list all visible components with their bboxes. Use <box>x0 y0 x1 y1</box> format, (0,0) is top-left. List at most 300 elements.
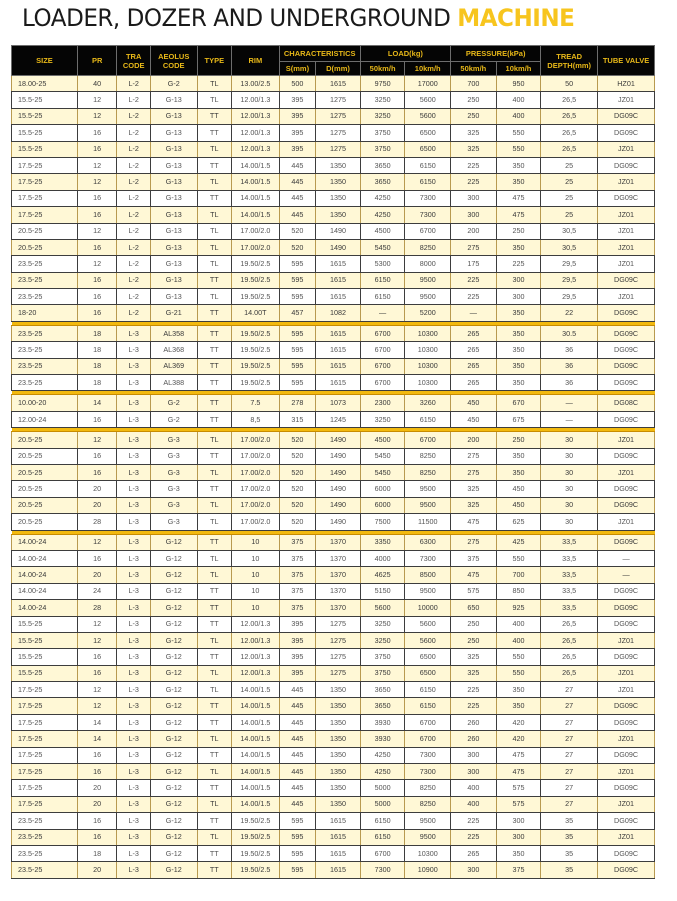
header-characteristics: CHARACTERISTICS <box>279 46 360 62</box>
cell-d-mm: 1350 <box>316 714 361 730</box>
cell-s-mm: 520 <box>279 514 316 530</box>
cell-aeolus-code: G-12 <box>150 583 197 599</box>
cell-pressure-10: 925 <box>496 600 541 616</box>
table-row <box>12 534 655 550</box>
cell-size: 17.5-25 <box>12 747 78 763</box>
cell-pressure-10: 250 <box>496 223 541 239</box>
cell-tra-code: L-2 <box>117 157 150 173</box>
cell-tread-depth: 26,5 <box>541 125 598 141</box>
cell-s-mm: 595 <box>279 342 316 358</box>
cell-tra-code: L-3 <box>117 616 150 632</box>
cell-size: 17.5-25 <box>12 731 78 747</box>
cell-size: 17.5-25 <box>12 698 78 714</box>
cell-load-10: 10000 <box>405 600 451 616</box>
cell-type: TL <box>197 76 231 92</box>
cell-tread-depth: 29,5 <box>541 256 598 272</box>
cell-d-mm: 1490 <box>316 497 361 513</box>
cell-pr: 24 <box>77 583 117 599</box>
table-row <box>12 342 655 358</box>
cell-rim: 7.5 <box>232 395 280 411</box>
table-row <box>12 92 655 108</box>
cell-pr: 12 <box>77 223 117 239</box>
cell-pressure-10: 575 <box>496 780 541 796</box>
cell-d-mm: 1082 <box>316 305 361 321</box>
cell-tube-valve: DG09C <box>598 780 655 796</box>
cell-type: TT <box>197 448 231 464</box>
cell-load-50: 4000 <box>360 550 405 566</box>
cell-tube-valve: JZ01 <box>598 239 655 255</box>
cell-type: TL <box>197 514 231 530</box>
cell-tread-depth: 35 <box>541 829 598 845</box>
cell-s-mm: 445 <box>279 207 316 223</box>
cell-size: 17.5-25 <box>12 190 78 206</box>
header-pr: PR <box>77 46 117 76</box>
cell-pressure-50: 300 <box>451 207 497 223</box>
cell-rim: 19.50/2.5 <box>232 845 280 861</box>
cell-rim: 12.00/1.3 <box>232 141 280 157</box>
cell-aeolus-code: AL368 <box>150 342 197 358</box>
cell-tube-valve: — <box>598 567 655 583</box>
cell-rim: 14.00/1.5 <box>232 747 280 763</box>
cell-pressure-50: 225 <box>451 174 497 190</box>
cell-tread-depth: 30.5 <box>541 325 598 341</box>
table-row <box>12 497 655 513</box>
cell-type: TT <box>197 325 231 341</box>
cell-tube-valve: JZ01 <box>598 731 655 747</box>
cell-rim: 14.00/1.5 <box>232 796 280 812</box>
cell-load-50: 3350 <box>360 534 405 550</box>
cell-type: TL <box>197 497 231 513</box>
cell-d-mm: 1615 <box>316 358 361 374</box>
cell-d-mm: 1615 <box>316 845 361 861</box>
cell-s-mm: 395 <box>279 108 316 124</box>
cell-s-mm: 520 <box>279 239 316 255</box>
cell-tra-code: L-2 <box>117 272 150 288</box>
cell-pressure-10: 350 <box>496 698 541 714</box>
cell-pressure-50: 225 <box>451 682 497 698</box>
cell-d-mm: 1615 <box>316 256 361 272</box>
cell-rim: 13.00/2.5 <box>232 76 280 92</box>
cell-pressure-10: 350 <box>496 174 541 190</box>
cell-s-mm: 595 <box>279 272 316 288</box>
cell-size: 15.5-25 <box>12 632 78 648</box>
cell-load-10: 6500 <box>405 665 451 681</box>
cell-load-50: 7300 <box>360 862 405 878</box>
cell-pressure-50: 300 <box>451 862 497 878</box>
table-row <box>12 432 655 448</box>
cell-load-50: 3930 <box>360 714 405 730</box>
cell-tube-valve: JZ01 <box>598 514 655 530</box>
cell-pr: 16 <box>77 829 117 845</box>
cell-aeolus-code: G-12 <box>150 649 197 665</box>
cell-load-10: 11500 <box>405 514 451 530</box>
cell-tra-code: L-2 <box>117 207 150 223</box>
cell-aeolus-code: G-2 <box>150 395 197 411</box>
cell-aeolus-code: G-12 <box>150 764 197 780</box>
cell-tra-code: L-3 <box>117 632 150 648</box>
cell-type: TL <box>197 174 231 190</box>
cell-rim: 19.50/2.5 <box>232 375 280 391</box>
cell-load-50: 3250 <box>360 632 405 648</box>
cell-pressure-50: 250 <box>451 616 497 632</box>
table-row <box>12 829 655 845</box>
cell-pressure-50: 265 <box>451 375 497 391</box>
cell-load-50: 9750 <box>360 76 405 92</box>
cell-d-mm: 1350 <box>316 174 361 190</box>
cell-type: TT <box>197 157 231 173</box>
cell-tread-depth: 33,5 <box>541 583 598 599</box>
cell-tread-depth: 36 <box>541 342 598 358</box>
cell-tube-valve: DG09C <box>598 342 655 358</box>
cell-type: TT <box>197 616 231 632</box>
cell-load-10: 8000 <box>405 256 451 272</box>
cell-load-10: 10300 <box>405 342 451 358</box>
header-tra-code: TRA CODE <box>117 46 150 76</box>
cell-pressure-10: 300 <box>496 289 541 305</box>
cell-pr: 18 <box>77 845 117 861</box>
cell-pressure-50: 300 <box>451 764 497 780</box>
cell-pressure-50: 225 <box>451 829 497 845</box>
table-row <box>12 411 655 427</box>
cell-size: 17.5-25 <box>12 157 78 173</box>
cell-s-mm: 375 <box>279 550 316 566</box>
cell-size: 23.5-25 <box>12 862 78 878</box>
cell-tube-valve: DG09C <box>598 411 655 427</box>
cell-load-50: 3750 <box>360 141 405 157</box>
cell-tube-valve: DG09C <box>598 157 655 173</box>
cell-type: TL <box>197 550 231 566</box>
cell-type: TT <box>197 698 231 714</box>
cell-s-mm: 595 <box>279 862 316 878</box>
cell-d-mm: 1615 <box>316 829 361 845</box>
cell-s-mm: 395 <box>279 665 316 681</box>
cell-d-mm: 1370 <box>316 583 361 599</box>
cell-aeolus-code: G-13 <box>150 272 197 288</box>
cell-pressure-10: 300 <box>496 272 541 288</box>
cell-aeolus-code: G-13 <box>150 92 197 108</box>
cell-size: 15.5-25 <box>12 616 78 632</box>
cell-tube-valve: DG09C <box>598 714 655 730</box>
cell-d-mm: 1350 <box>316 157 361 173</box>
cell-size: 20.5-25 <box>12 448 78 464</box>
cell-size: 15.5-25 <box>12 649 78 665</box>
cell-load-10: 5600 <box>405 632 451 648</box>
cell-load-10: 9500 <box>405 497 451 513</box>
header-pressure-10: 10km/h <box>496 62 541 76</box>
header-s-mm: S(mm) <box>279 62 316 76</box>
cell-tube-valve: JZ01 <box>598 464 655 480</box>
cell-aeolus-code: G-13 <box>150 125 197 141</box>
tire-spec-table <box>11 45 655 879</box>
cell-pressure-50: 250 <box>451 108 497 124</box>
cell-s-mm: 375 <box>279 600 316 616</box>
cell-tra-code: L-3 <box>117 698 150 714</box>
cell-load-10: 8250 <box>405 448 451 464</box>
cell-load-50: 5450 <box>360 239 405 255</box>
cell-tra-code: L-3 <box>117 411 150 427</box>
cell-size: 20.5-25 <box>12 239 78 255</box>
cell-aeolus-code: G-13 <box>150 256 197 272</box>
cell-size: 20.5-25 <box>12 464 78 480</box>
cell-pr: 28 <box>77 514 117 530</box>
cell-pr: 16 <box>77 649 117 665</box>
cell-aeolus-code: G-12 <box>150 665 197 681</box>
cell-tra-code: L-3 <box>117 583 150 599</box>
cell-pressure-50: 300 <box>451 747 497 763</box>
cell-d-mm: 1615 <box>316 76 361 92</box>
cell-type: TT <box>197 125 231 141</box>
cell-aeolus-code: AL388 <box>150 375 197 391</box>
cell-d-mm: 1350 <box>316 682 361 698</box>
cell-tra-code: L-3 <box>117 534 150 550</box>
cell-load-50: 6000 <box>360 481 405 497</box>
cell-pressure-10: 400 <box>496 616 541 632</box>
cell-type: TL <box>197 92 231 108</box>
cell-s-mm: 395 <box>279 649 316 665</box>
cell-d-mm: 1490 <box>316 481 361 497</box>
cell-pressure-50: 265 <box>451 342 497 358</box>
cell-aeolus-code: G-13 <box>150 190 197 206</box>
cell-aeolus-code: G-2 <box>150 76 197 92</box>
cell-size: 18-20 <box>12 305 78 321</box>
cell-s-mm: 395 <box>279 92 316 108</box>
cell-tube-valve: DG09C <box>598 649 655 665</box>
cell-pressure-50: 325 <box>451 497 497 513</box>
cell-load-50: 7500 <box>360 514 405 530</box>
cell-s-mm: 375 <box>279 567 316 583</box>
cell-d-mm: 1275 <box>316 649 361 665</box>
cell-tra-code: L-3 <box>117 514 150 530</box>
cell-pressure-10: 350 <box>496 157 541 173</box>
cell-load-10: 3260 <box>405 395 451 411</box>
table-row <box>12 395 655 411</box>
cell-rim: 17.00/2.0 <box>232 239 280 255</box>
table-row <box>12 845 655 861</box>
cell-s-mm: 375 <box>279 583 316 599</box>
cell-d-mm: 1615 <box>316 862 361 878</box>
cell-d-mm: 1615 <box>316 325 361 341</box>
cell-load-50: 6700 <box>360 375 405 391</box>
cell-pressure-10: 475 <box>496 764 541 780</box>
cell-type: TT <box>197 534 231 550</box>
cell-s-mm: 520 <box>279 448 316 464</box>
cell-pressure-50: 265 <box>451 325 497 341</box>
cell-pressure-10: 450 <box>496 481 541 497</box>
cell-load-50: 3930 <box>360 731 405 747</box>
cell-rim: 19.50/2.5 <box>232 862 280 878</box>
cell-tra-code: L-3 <box>117 714 150 730</box>
header-rim: RIM <box>232 46 280 76</box>
cell-d-mm: 1615 <box>316 289 361 305</box>
cell-tra-code: L-3 <box>117 550 150 566</box>
cell-tube-valve: DG09C <box>598 125 655 141</box>
cell-pressure-10: 350 <box>496 448 541 464</box>
cell-pr: 12 <box>77 682 117 698</box>
cell-pressure-10: 350 <box>496 305 541 321</box>
cell-aeolus-code: G-12 <box>150 747 197 763</box>
cell-load-50: 5000 <box>360 780 405 796</box>
cell-tube-valve: DG09C <box>598 583 655 599</box>
cell-rim: 19.50/2.5 <box>232 289 280 305</box>
cell-rim: 19.50/2.5 <box>232 829 280 845</box>
cell-pr: 16 <box>77 665 117 681</box>
cell-rim: 17.00/2.0 <box>232 481 280 497</box>
cell-tube-valve: DG09C <box>598 616 655 632</box>
cell-tra-code: L-3 <box>117 862 150 878</box>
cell-pressure-10: 550 <box>496 141 541 157</box>
cell-s-mm: 595 <box>279 358 316 374</box>
cell-size: 20.5-25 <box>12 497 78 513</box>
cell-rim: 10 <box>232 583 280 599</box>
cell-type: TL <box>197 223 231 239</box>
cell-load-10: 6500 <box>405 125 451 141</box>
cell-load-10: 5600 <box>405 92 451 108</box>
header-load-50: 50km/h <box>360 62 405 76</box>
cell-size: 18.00-25 <box>12 76 78 92</box>
cell-pr: 14 <box>77 731 117 747</box>
cell-pressure-50: 200 <box>451 223 497 239</box>
cell-tread-depth: 30 <box>541 514 598 530</box>
page-title <box>22 4 574 32</box>
cell-tra-code: L-3 <box>117 780 150 796</box>
cell-aeolus-code: G-12 <box>150 698 197 714</box>
cell-type: TL <box>197 464 231 480</box>
cell-rim: 12.00/1.3 <box>232 649 280 665</box>
cell-pr: 16 <box>77 125 117 141</box>
cell-d-mm: 1490 <box>316 223 361 239</box>
cell-type: TL <box>197 256 231 272</box>
cell-rim: 14.00/1.5 <box>232 157 280 173</box>
cell-tube-valve: JZ01 <box>598 174 655 190</box>
cell-pressure-50: 325 <box>451 665 497 681</box>
title-highlight: MACHINE <box>457 4 575 32</box>
cell-type: TL <box>197 829 231 845</box>
cell-pressure-50: 400 <box>451 796 497 812</box>
cell-aeolus-code: G-13 <box>150 108 197 124</box>
cell-pressure-50: 175 <box>451 256 497 272</box>
cell-size: 14.00-24 <box>12 534 78 550</box>
cell-aeolus-code: G-2 <box>150 411 197 427</box>
cell-pressure-10: 550 <box>496 649 541 665</box>
cell-tube-valve: JZ01 <box>598 256 655 272</box>
cell-load-50: 6700 <box>360 358 405 374</box>
cell-pressure-50: 275 <box>451 448 497 464</box>
cell-aeolus-code: G-13 <box>150 141 197 157</box>
cell-tube-valve: DG09C <box>598 108 655 124</box>
cell-pressure-10: 400 <box>496 632 541 648</box>
cell-size: 20.5-25 <box>12 514 78 530</box>
cell-tube-valve: DG09C <box>598 375 655 391</box>
cell-tube-valve: JZ01 <box>598 432 655 448</box>
table-row <box>12 141 655 157</box>
cell-rim: 14.00/1.5 <box>232 698 280 714</box>
cell-pressure-50: 400 <box>451 780 497 796</box>
cell-s-mm: 395 <box>279 632 316 648</box>
cell-tread-depth: 30 <box>541 497 598 513</box>
cell-rim: 12.00/1.3 <box>232 632 280 648</box>
cell-aeolus-code: G-21 <box>150 305 197 321</box>
cell-tube-valve: DG09C <box>598 272 655 288</box>
cell-type: TL <box>197 796 231 812</box>
cell-tread-depth: 35 <box>541 845 598 861</box>
cell-load-10: 6700 <box>405 223 451 239</box>
cell-rim: 14.00/1.5 <box>232 731 280 747</box>
cell-tube-valve: DG09C <box>598 747 655 763</box>
cell-pressure-50: 250 <box>451 92 497 108</box>
cell-pr: 12 <box>77 432 117 448</box>
cell-pressure-10: 350 <box>496 375 541 391</box>
cell-tread-depth: 27 <box>541 682 598 698</box>
cell-tread-depth: 29,5 <box>541 289 598 305</box>
cell-type: TT <box>197 747 231 763</box>
cell-load-50: 6150 <box>360 289 405 305</box>
cell-s-mm: 595 <box>279 325 316 341</box>
cell-pressure-50: 450 <box>451 395 497 411</box>
cell-d-mm: 1490 <box>316 448 361 464</box>
cell-d-mm: 1275 <box>316 141 361 157</box>
cell-pr: 16 <box>77 141 117 157</box>
cell-tra-code: L-2 <box>117 190 150 206</box>
cell-load-50: 3250 <box>360 616 405 632</box>
cell-size: 10.00-20 <box>12 395 78 411</box>
cell-pressure-10: 950 <box>496 76 541 92</box>
cell-load-10: 8250 <box>405 780 451 796</box>
cell-rim: 12.00/1.3 <box>232 108 280 124</box>
cell-rim: 14.00/1.5 <box>232 682 280 698</box>
cell-tread-depth: 33,5 <box>541 550 598 566</box>
cell-load-10: 10300 <box>405 325 451 341</box>
cell-aeolus-code: G-13 <box>150 174 197 190</box>
cell-load-10: 9500 <box>405 813 451 829</box>
cell-tube-valve: DG09C <box>598 497 655 513</box>
cell-tread-depth: 30 <box>541 464 598 480</box>
cell-tube-valve: JZ01 <box>598 141 655 157</box>
cell-tube-valve: DG08C <box>598 395 655 411</box>
cell-s-mm: 520 <box>279 497 316 513</box>
cell-pressure-50: 260 <box>451 731 497 747</box>
cell-load-50: 6700 <box>360 342 405 358</box>
cell-size: 23.5-25 <box>12 358 78 374</box>
cell-d-mm: 1275 <box>316 108 361 124</box>
cell-pr: 18 <box>77 325 117 341</box>
header-size: SIZE <box>12 46 78 76</box>
cell-tread-depth: 27 <box>541 698 598 714</box>
header-load-10: 10km/h <box>405 62 451 76</box>
cell-pr: 12 <box>77 534 117 550</box>
cell-size: 17.5-25 <box>12 174 78 190</box>
table-row <box>12 567 655 583</box>
cell-s-mm: 445 <box>279 747 316 763</box>
cell-pr: 12 <box>77 256 117 272</box>
cell-rim: 17.00/2.0 <box>232 464 280 480</box>
cell-pr: 18 <box>77 358 117 374</box>
cell-load-10: 17000 <box>405 76 451 92</box>
cell-tread-depth: 35 <box>541 813 598 829</box>
cell-tread-depth: 30 <box>541 432 598 448</box>
cell-tra-code: L-3 <box>117 845 150 861</box>
cell-load-10: 6150 <box>405 411 451 427</box>
cell-tread-depth: 26,5 <box>541 649 598 665</box>
cell-d-mm: 1275 <box>316 665 361 681</box>
header-pressure: PRESSURE(kPa) <box>451 46 541 62</box>
cell-tread-depth: 33,5 <box>541 600 598 616</box>
table-row <box>12 616 655 632</box>
cell-pr: 16 <box>77 289 117 305</box>
cell-load-50: 3650 <box>360 157 405 173</box>
cell-aeolus-code: G-12 <box>150 534 197 550</box>
cell-load-10: 8250 <box>405 464 451 480</box>
cell-pressure-10: 350 <box>496 239 541 255</box>
